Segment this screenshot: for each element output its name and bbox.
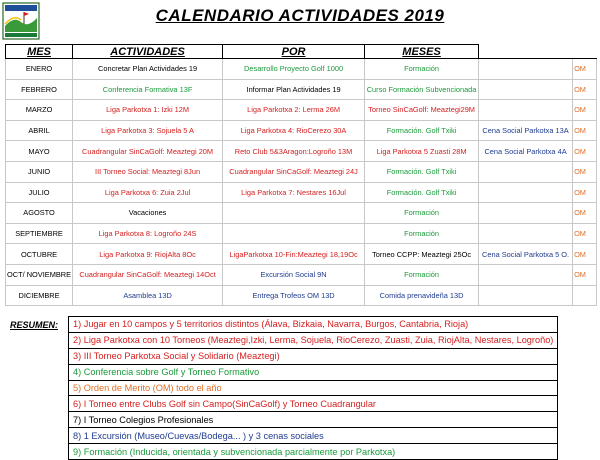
por-cell: Liga Parkotxa 7: Nestares 16Jul (223, 182, 365, 203)
om-cell: OM (573, 203, 597, 224)
extra-cell (479, 100, 573, 121)
mes-cell: OCT/ NOVIEMBRE (6, 264, 73, 285)
por-cell: Liga Parkotxa 4: RioCerezo 30A (223, 120, 365, 141)
extra-cell: Cena Social Parkotxa 5 O. (479, 244, 573, 265)
header-empty (573, 45, 597, 59)
meses-cell: Formación (365, 59, 479, 80)
resumen-row (69, 428, 558, 444)
om-cell: OM (573, 182, 597, 203)
resumen-label: RESUMEN: (10, 320, 59, 330)
resumen-item: 8) 1 Excursión (Museo/Cuevas/Bodega... ) y 3 cenas sociales (69, 428, 558, 444)
om-cell: OM (573, 223, 597, 244)
resumen-row (69, 412, 558, 428)
om-cell: OM (573, 120, 597, 141)
meses-cell: Liga Parkotxa 5 Zuasti 28M (365, 141, 479, 162)
calendar-row (6, 182, 597, 203)
calendar-row (6, 59, 597, 80)
header-por: POR (223, 45, 365, 59)
por-cell: Entrega Trofeos OM 13D (223, 285, 365, 306)
meses-cell: Formación. Golf Txiki (365, 182, 479, 203)
header-meses: MESES (365, 45, 479, 59)
resumen-item: 7) I Torneo Colegios Profesionales (69, 412, 558, 428)
resumen-row (69, 444, 558, 460)
actividad-cell: Liga Parkotxa 6: Zuia 2Jul (73, 182, 223, 203)
calendar-row (6, 120, 597, 141)
actividad-cell: Cuadrangular SinCaGolf: Meaztegi 20M (73, 141, 223, 162)
actividad-cell: III Torneo Social: Meaztegi 8Jun (73, 161, 223, 182)
mes-cell: ABRIL (6, 120, 73, 141)
actividad-cell: Cuadrangular SinCaGolf: Meaztegi 14Oct (73, 264, 223, 285)
por-cell: LigaParkotxa 10-Fin:Meaztegi 18,19Oc (223, 244, 365, 265)
por-cell: Excursión Social 9N (223, 264, 365, 285)
om-cell: OM (573, 100, 597, 121)
resumen-item: 3) III Torneo Parkotxa Social y Solidario (Meaztegi) (69, 348, 558, 364)
resumen-item: 4) Conferencia sobre Golf y Torneo Formativo (69, 364, 558, 380)
calendar-row (6, 79, 597, 100)
extra-cell: Cena Social Parkotxa 13A (479, 120, 573, 141)
meses-cell: Formación. Golf Txiki (365, 120, 479, 141)
mes-cell: OCTUBRE (6, 244, 73, 265)
calendar-row (6, 203, 597, 224)
por-cell: Informar Plan Actividades 19 (223, 79, 365, 100)
meses-cell: Formación. Golf Txiki (365, 161, 479, 182)
por-cell: Reto Club 5&3Aragon:Logroño 13M (223, 141, 365, 162)
actividad-cell: Liga Parkotxa 3: Sojuela 5 A (73, 120, 223, 141)
por-cell (223, 203, 365, 224)
resumen-row (69, 364, 558, 380)
om-cell (573, 285, 597, 306)
resumen-item: 6) I Torneo entre Clubs Golf sin Campo(SinCaGolf) y Torneo Cuadrangular (69, 396, 558, 412)
extra-cell (479, 285, 573, 306)
extra-cell (479, 203, 573, 224)
calendar-row (6, 141, 597, 162)
por-cell: Liga Parkotxa 2: Lerma 26M (223, 100, 365, 121)
meses-cell: Torneo CCPP: Meaztegi 25Oc (365, 244, 479, 265)
mes-cell: JULIO (6, 182, 73, 203)
extra-cell (479, 79, 573, 100)
meses-cell: Formación (365, 264, 479, 285)
calendar-row (6, 285, 597, 306)
por-cell (223, 223, 365, 244)
mes-cell: ENERO (6, 59, 73, 80)
resumen-row (69, 332, 558, 348)
header-row (6, 45, 597, 59)
header-mes: MES (6, 45, 73, 59)
actividad-cell: Liga Parkotxa 1: Izki 12M (73, 100, 223, 121)
por-cell: Cuadrangular SinCaGolf: Meaztegi 24J (223, 161, 365, 182)
actividad-cell: Liga Parkotxa 8: Logroño 24S (73, 223, 223, 244)
mes-cell: JUNIO (6, 161, 73, 182)
meses-cell: Comida prenavideña 13D (365, 285, 479, 306)
actividad-cell: Liga Parkotxa 9: RiojAlta 8Oc (73, 244, 223, 265)
extra-cell (479, 223, 573, 244)
resumen-row (69, 396, 558, 412)
extra-cell (479, 59, 573, 80)
por-cell: Desarrollo Proyecto Golf 1000 (223, 59, 365, 80)
calendar-row (6, 223, 597, 244)
om-cell: OM (573, 141, 597, 162)
calendar-row (6, 100, 597, 121)
extra-cell (479, 161, 573, 182)
resumen-item: 9) Formación (Inducida, orientada y subvencionada parcialmente por Parkotxa) (69, 444, 558, 460)
mes-cell: MAYO (6, 141, 73, 162)
header-empty (479, 45, 573, 59)
om-cell: OM (573, 264, 597, 285)
actividad-cell: Concretar Plan Actividades 19 (73, 59, 223, 80)
actividad-cell: Asamblea 13D (73, 285, 223, 306)
meses-cell: Formación (365, 203, 479, 224)
resumen-item: 5) Orden de Merito (OM) todo el año (69, 380, 558, 396)
meses-cell: Curso Formación Subvencionada (365, 79, 479, 100)
calendar-row (6, 264, 597, 285)
header-actividades: ACTIVIDADES (73, 45, 223, 59)
resumen-item: 1) Jugar en 10 campos y 5 territorios distintos (Álava, Bizkaia, Navarra, Burgos, Cantabria, Rioja) (69, 317, 558, 333)
resumen-row (69, 380, 558, 396)
actividad-cell: Vacaciones (73, 203, 223, 224)
resumen-row (69, 317, 558, 333)
extra-cell: Cena Social Parkotxa 4A (479, 141, 573, 162)
meses-cell: Torneo SinCaGolf: Meaztegi29M (365, 100, 479, 121)
calendar-row (6, 161, 597, 182)
om-cell: OM (573, 79, 597, 100)
calendar-table (5, 44, 597, 306)
om-cell: OM (573, 161, 597, 182)
mes-cell: DICIEMBRE (6, 285, 73, 306)
resumen-item: 2) Liga Parkotxa con 10 Torneos (Meaztegi,Izki, Lerma, Sojuela, RioCerezo, Zuasti, Zuia, RiojAlta, Nestares, Logroño) (69, 332, 558, 348)
page-title: CALENDARIO ACTIVIDADES 2019 (155, 6, 445, 25)
calendar-row (6, 244, 597, 265)
extra-cell (479, 182, 573, 203)
om-cell: OM (573, 59, 597, 80)
mes-cell: FEBRERO (6, 79, 73, 100)
mes-cell: SEPTIEMBRE (6, 223, 73, 244)
mes-cell: MARZO (6, 100, 73, 121)
resumen-table (68, 316, 558, 460)
om-cell: OM (573, 244, 597, 265)
actividad-cell: Conferencia Formativa 13F (73, 79, 223, 100)
meses-cell: Formación (365, 223, 479, 244)
resumen-row (69, 348, 558, 364)
extra-cell (479, 264, 573, 285)
mes-cell: AGOSTO (6, 203, 73, 224)
